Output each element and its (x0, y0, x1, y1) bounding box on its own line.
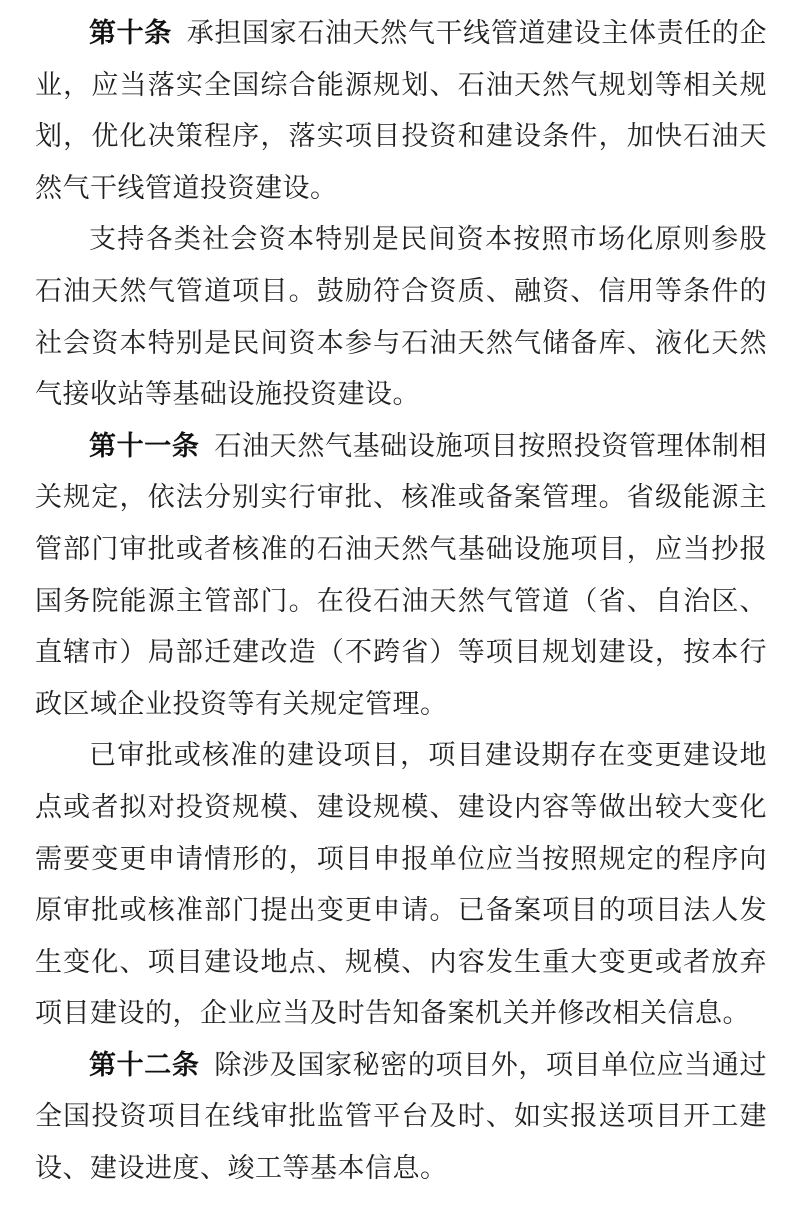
article-10-paragraph (35, 8, 767, 214)
article-10-subparagraph (35, 214, 767, 420)
article-11-paragraph (35, 421, 767, 731)
article-11-text: 石油天然气基础设施项目按照投资管理体制相关规定，依法分别实行审批、核准或备案管理。省级能源主管部门审批或者核准的石油天然气基础设施项目，应当抄报国务院能源主管部门。在役石油天然气管道（省、自治区、直辖市）局部迁建改造（不跨省）等项目规划建设，按本行政区域企业投资等有关规定管理。 (35, 430, 768, 720)
article-10-text: 承担国家石油天然气干线管道建设主体责任的企业，应当落实全国综合能源规划、石油天然气规划等相关规划，优化决策程序，落实项目投资和建设条件，加快石油天然气干线管道投资建设。 (35, 18, 768, 204)
article-11-subparagraph-text: 已审批或核准的建设项目，项目建设期存在变更建设地点或者拟对投资规模、建设规模、建设内容等做出较大变化需要变更申请情形的，项目申报单位应当按照规定的程序向原审批或核准部门提出变更申请。已备案项目的项目法人发生变化、项目建设地点、规模、内容发生重大变更或者放弃项目建设的，企业应当及时告知备案机关并修改相关信息。 (35, 740, 767, 1030)
article-12-text: 除涉及国家秘密的项目外，项目单位应当通过全国投资项目在线审批监管平台及时、如实报送项目开工建设、建设进度、竣工等基本信息。 (35, 1049, 768, 1185)
article-10-subparagraph-text: 支持各类社会资本特别是民间资本按照市场化原则参股石油天然气管道项目。鼓励符合资质、融资、信用等条件的社会资本特别是民间资本参与石油天然气储备库、液化天然气接收站等基础设施投资建设。 (35, 224, 767, 411)
article-12-number: 第十二条 (89, 1049, 200, 1081)
article-10-number: 第十条 (89, 18, 172, 49)
article-11-subparagraph (35, 730, 767, 1040)
article-12-paragraph (35, 1040, 767, 1195)
article-11-number: 第十一条 (89, 430, 200, 462)
